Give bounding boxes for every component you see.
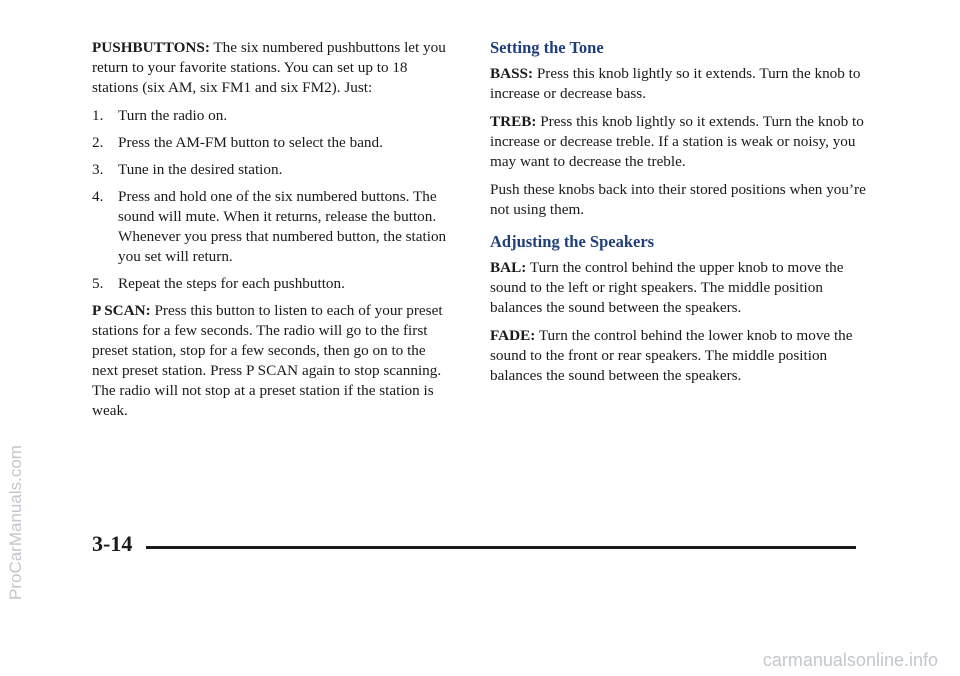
- step-text: Press and hold one of the six numbered buttons. The sound will mute. When it returns, release the button. Whenever you press that numbered button, the station you set will return.: [118, 188, 447, 265]
- pscan-label: P SCAN:: [92, 302, 151, 319]
- step-text: Repeat the steps for each pushbutton.: [118, 275, 345, 292]
- step-number: 5.: [92, 275, 104, 292]
- bass-label: BASS:: [490, 65, 534, 82]
- fade-paragraph: [490, 326, 870, 386]
- step-number: 4.: [92, 188, 104, 205]
- bal-label: BAL:: [490, 259, 527, 276]
- treb-label: TREB:: [490, 113, 537, 130]
- step-number: 2.: [92, 134, 104, 151]
- step-number: 3.: [92, 161, 104, 178]
- pushbuttons-text: The six numbered pushbuttons let you return to your favorite stations. You can set up to 18 stations (six AM, six FM1 and six FM2). Just:: [92, 39, 446, 96]
- side-watermark: ProCarManuals.com: [6, 445, 25, 600]
- pushbuttons-paragraph: [92, 38, 452, 98]
- tone-heading: Setting the Tone: [490, 38, 604, 57]
- footer-rule: [146, 546, 856, 549]
- fade-label: FADE:: [490, 327, 536, 344]
- list-item: [92, 106, 452, 126]
- bottom-watermark: carmanualsonline.info: [762, 650, 938, 670]
- step-number: 1.: [92, 107, 104, 124]
- list-item: [92, 133, 452, 153]
- treb-paragraph: [490, 112, 870, 172]
- list-item: [92, 187, 452, 267]
- bal-paragraph: [490, 258, 870, 318]
- left-column: [92, 38, 452, 429]
- bass-paragraph: [490, 64, 870, 104]
- pscan-text: Press this button to listen to each of your preset stations for a few seconds. The radio will go to the first preset station, stop for a few seconds, then go on to the next preset station. Press P SCAN again to stop scanning. The radio will not stop at a preset station if the station is weak.: [92, 302, 443, 419]
- step-text: Press the AM-FM button to select the band.: [118, 134, 383, 151]
- step-text: Tune in the desired station.: [118, 161, 283, 178]
- pscan-paragraph: [92, 301, 452, 421]
- step-text: Turn the radio on.: [118, 107, 228, 124]
- treb-text: Press this knob lightly so it extends. Turn the knob to increase or decrease treble. If a station is weak or noisy, you may want to decrease the treble.: [490, 113, 864, 170]
- pushbuttons-label: PUSHBUTTONS:: [92, 39, 210, 56]
- fade-text: Turn the control behind the lower knob to move the sound to the front or rear speakers. The middle position balances the sound between the speakers.: [490, 327, 853, 384]
- speakers-heading: Adjusting the Speakers: [490, 232, 655, 251]
- push-back-paragraph: Push these knobs back into their stored positions when you’re not using them.: [490, 181, 866, 218]
- bal-text: Turn the control behind the upper knob to move the sound to the left or right speakers. The middle position balances the sound between the speakers.: [490, 259, 844, 316]
- steps-list: [92, 106, 452, 294]
- list-item: [92, 160, 452, 180]
- right-column: [490, 38, 870, 394]
- bass-text: Press this knob lightly so it extends. Turn the knob to increase or decrease bass.: [490, 65, 861, 102]
- list-item: [92, 274, 452, 294]
- page-number: 3-14: [92, 531, 133, 556]
